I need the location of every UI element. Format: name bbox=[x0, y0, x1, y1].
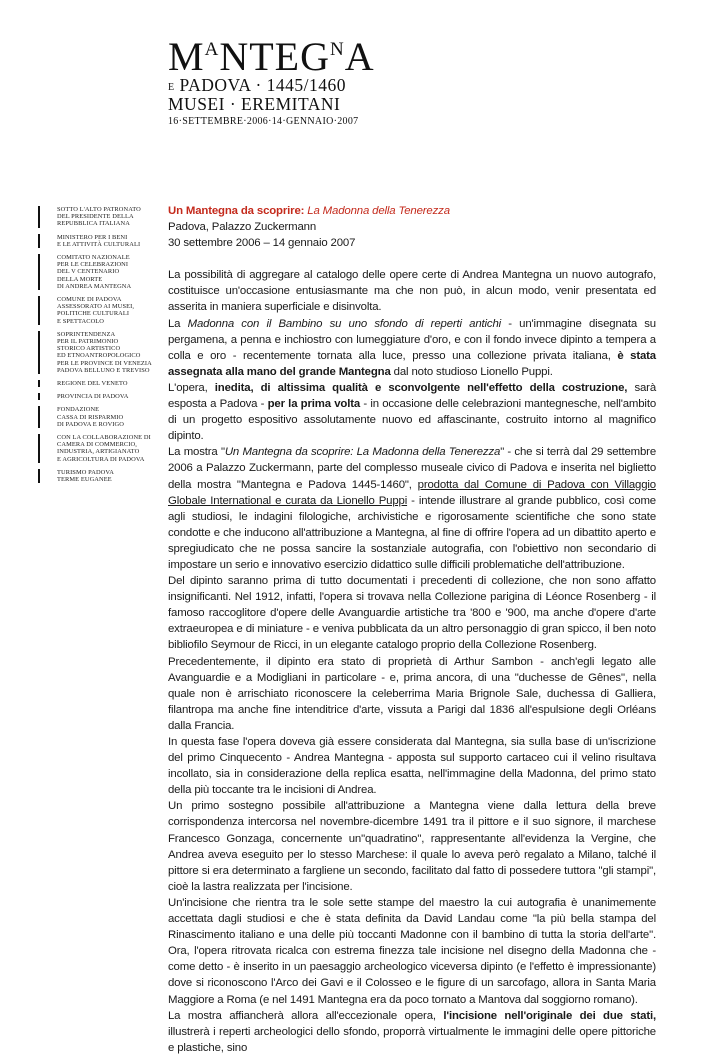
body-paragraph bbox=[168, 798, 656, 895]
text-run: - intende illustrare al grande pubblico, così come agli studiosi, le indagini filologiche, archivistiche e rigorosamente scientifiche che sono state condotte e che inducono all'attribuzione a Mantegna, al fine di offrire l'opera ad un dibattito aperto e spregiudicato che ne possa sancire la sostanziale autografia, con l'obiettivo non secondario di impostare un serio e innovativo esercizio didattico sulle difficili problematiche dell'attribuzione. bbox=[168, 494, 656, 571]
text-run: L'opera, bbox=[168, 381, 215, 394]
patrons-sidebar bbox=[38, 206, 164, 489]
italic-text: Un Mantegna da scoprire: La Madonna della Tenerezza bbox=[224, 446, 501, 459]
patron-line: COMITATO NAZIONALE bbox=[57, 254, 130, 262]
patron-line: DELLA MORTE bbox=[57, 275, 103, 283]
patron-line: E LE ATTIVITÀ CULTURALI bbox=[57, 240, 141, 248]
patron-line: PADOVA BELLUNO E TREVISO bbox=[57, 366, 150, 374]
patron-line: COMUNE DI PADOVA bbox=[57, 296, 122, 304]
patron-line: MINISTERO PER I BENI bbox=[57, 233, 128, 241]
patron-line: DEL V CENTENARIO bbox=[57, 268, 120, 276]
patron-line: E SPETTACOLO bbox=[57, 317, 105, 325]
logo-subtitle: E PADOVA · 1445/1460 bbox=[168, 75, 347, 95]
patron-line: INDUSTRIA, ARTIGIANATO bbox=[57, 448, 140, 456]
press-release bbox=[168, 203, 656, 1056]
patron-block bbox=[38, 406, 164, 428]
body-paragraph bbox=[168, 734, 656, 798]
body-paragraph bbox=[168, 1008, 656, 1056]
patron-line: CAMERA DI COMMERCIO, bbox=[57, 441, 137, 449]
patron-line: DI ANDREA MANTEGNA bbox=[57, 282, 132, 290]
body-paragraph bbox=[168, 895, 656, 1008]
patron-line: ED ETNOANTROPOLOGICO bbox=[57, 352, 141, 360]
text-run: illustrerà i reperti archeologici dello sfondo, proporrà virtualmente le immagini delle opere pittoriche e plastiche, sino bbox=[168, 1025, 656, 1054]
patron-block bbox=[38, 331, 164, 374]
text-run: sarà esposta a Padova - bbox=[168, 381, 657, 411]
bold-text: per la prima volta bbox=[267, 398, 361, 411]
patron-line: TURISMO PADOVA bbox=[57, 468, 114, 476]
patron-block bbox=[38, 254, 164, 290]
text-run: Un'incisione che rientra tra le sole sette stampe del maestro la cui autografia è unanimemente accettata dagli studiosi e che è stata definita da David Landau come "la più bella stampa del Rinascimento italiano e una delle più toccanti Madonne con il bambino di tutta la storia dell'arte". Ora, l'opera ritrovata ricalca con estrema finezza tale incisione nel disegno della Madonna che - come detto - è inserito in un paesaggio archeologico viceversa dipinto (e l'effetto è impressionante) dove si riconoscono l'Arco dei Gavi e il Colosseo e le figure di un sarcofago, allora in Santa Maria Maggiore a Roma (e nel 1491 Mantegna era da poco tornato a Mantova dal soggiorno romano). bbox=[168, 896, 656, 1006]
patron-line: PROVINCIA DI PADOVA bbox=[57, 393, 129, 401]
bold-text: l'incisione nell'originale dei due stati, bbox=[443, 1009, 656, 1022]
body-paragraph bbox=[168, 267, 656, 315]
text-run: - in occasione delle celebrazioni mantegnesche, nell'ambito di un progetto espositivo assolutamente nuovo ed affascinante, costruito intorno al magnifico dipinto. bbox=[168, 398, 657, 443]
patron-line: CON LA COLLABORAZIONE DI bbox=[57, 434, 151, 442]
text-run: " - che si terrà dal 29 settembre 2006 a Palazzo Zuckermann, parte del complesso museale civico di Padova e inserita nel biglietto della mostra "Mantegna e Padova 1445-1460", bbox=[168, 446, 656, 491]
release-dates: 30 settembre 2006 – 14 gennaio 2007 bbox=[168, 237, 356, 250]
text-run: In questa fase l'opera doveva già essere considerata dal Mantegna, sia sulla base di un'iscrizione del primo Cinquecento - Andrea Mantegna - apposta sul supporto cartaceo cui il velino risultava incollato, sia in considerazione della replica esatta, nell'immagine della Madonna, del primo stato della più toccante tra le incisioni di Andrea. bbox=[168, 736, 656, 797]
body-paragraph bbox=[168, 444, 656, 573]
patron-block bbox=[38, 380, 164, 387]
logo-venue: MUSEI · EREMITANI bbox=[168, 94, 341, 114]
text-run: dal noto studioso Lionello Puppi. bbox=[390, 365, 553, 378]
body-paragraph bbox=[168, 380, 656, 444]
release-place: Padova, Palazzo Zuckermann bbox=[168, 221, 317, 234]
release-body bbox=[168, 267, 656, 1056]
italic-text: Madonna con il Bambino su uno sfondo di reperti antichi bbox=[187, 317, 502, 330]
patron-line: PER LE CELEBRAZIONI bbox=[57, 261, 129, 269]
text-run: Precedentemente, il dipinto era stato di proprietà di Arthur Sambon - anch'egli legato alle Avanguardie e a Modigliani in particolare - e, prima ancora, di una "duchesse de Gênes", nella quale non è arrischiato riconoscere la celeberrima Maria Brignole Sale, duchessa di Galliera, filantropa ma anche fine intenditrice d'arte, vissuta a Parigi dal 1836 all'espulsione degli Orléans dalla Francia. bbox=[168, 655, 656, 732]
patron-line: SOPRINTENDENZA bbox=[57, 330, 116, 338]
patron-line: CASSA DI RISPARMIO bbox=[57, 413, 124, 421]
patron-line: DEL PRESIDENTE DELLA bbox=[57, 213, 134, 221]
patron-line: DI PADOVA E ROVIGO bbox=[57, 420, 124, 428]
body-paragraph bbox=[168, 316, 656, 380]
patron-line: E AGRICOLTURA DI PADOVA bbox=[57, 455, 145, 463]
logo-title: $M^ANTEG^NA$ bbox=[168, 34, 375, 79]
text-run: - un'immagine disegnata su pergamena, a penna e inchiostro con lumeggiature d'oro, e con il fondo invece dipinto a tempera a colla e oro - recentemente tornata alla luce, presso una collezione privata italiana, bbox=[168, 317, 656, 362]
patron-line: FONDAZIONE bbox=[57, 406, 100, 414]
patron-block bbox=[38, 469, 164, 483]
text-run: La mostra affiancherà allora all'eccezionale opera, bbox=[168, 1009, 444, 1022]
patron-block bbox=[38, 434, 164, 463]
body-paragraph bbox=[168, 654, 656, 734]
bold-text: è stata assegnata alla mano del grande Mantegna bbox=[168, 349, 656, 378]
text-run: La bbox=[168, 317, 188, 330]
patron-line: TERME EUGANEE bbox=[57, 476, 112, 484]
patron-line: ASSESSORATO AI MUSEI, bbox=[57, 303, 135, 311]
text-run: La possibilità di aggregare al catalogo delle opere certe di Andrea Mantegna un nuovo autografo, costituisce un'occasione entusiasmante ma che non può, in alcun modo, venir presentata ed asserita in maniera superficiale e disinvolta. bbox=[168, 269, 656, 314]
patron-line: SOTTO L'ALTO PATRONATO bbox=[57, 206, 141, 213]
patron-line: STORICO ARTISTICO bbox=[57, 345, 121, 353]
patron-line: PER LE PROVINCE DI VENEZIA bbox=[57, 359, 152, 367]
patron-block bbox=[38, 393, 164, 400]
patron-block bbox=[38, 206, 164, 228]
patron-line: PER IL PATRIMONIO bbox=[57, 338, 119, 346]
exhibition-logo bbox=[168, 30, 398, 128]
patron-line: REPUBBLICA ITALIANA bbox=[57, 220, 130, 228]
bold-text: inedita, di altissima qualità e sconvolgente nell'effetto della costruzione, bbox=[214, 381, 628, 394]
patron-line: REGIONE DEL VENETO bbox=[57, 380, 128, 388]
patron-line: POLITICHE CULTURALI bbox=[57, 310, 130, 318]
underlined-text: prodotta dal Comune di Padova con Villaggio Globale International e curata da Lionello Puppi bbox=[168, 478, 656, 507]
body-paragraph bbox=[168, 573, 656, 653]
release-title: Un Mantegna da scoprire: La Madonna della Tenerezza bbox=[168, 205, 450, 217]
patron-block bbox=[38, 234, 164, 248]
logo-dates: 16·SETTEMBRE·2006·14·GENNAIO·2007 bbox=[168, 116, 359, 127]
text-run: Un primo sostegno possibile all'attribuzione a Mantegna viene dalla lettura della breve corrispondenza intercorsa nel novembre-dicembre 1491 tra il pittore e il suo signore, il marchese Francesco Gonzaga, concernente un"quadratino", rappresentante all'evidenza la Vergine, che Andrea aveva eseguito per lo stesso Marchese: il quale lo aveva però regalato a Milano, talché il pittore si era determinato a fargliene un secondo, facilitato dal fatto di possedere tuttora "gli stampi", cioè la lastra realizzata per l'incisione. bbox=[168, 800, 656, 893]
text-run: La mostra " bbox=[168, 446, 225, 459]
text-run: Del dipinto saranno prima di tutto documentati i precedenti di collezione, che non sono affatto insignificanti. Nel 1912, infatti, l'opera si trovava nella Collezione parigina di Léonce Rosenberg - il famoso raccoglitore d'opere delle Avanguardie artistiche tra '800 e '900, ma anche d'opere d'arte extraeuropea e di miniature - e veniva pubblicata da un altro personaggio di gran spicco, il ben noto bibliofilo Seymour de Ricci, in un elegante catalogo proprio della Collezione Rosenberg. bbox=[168, 575, 656, 652]
patron-block bbox=[38, 296, 164, 325]
